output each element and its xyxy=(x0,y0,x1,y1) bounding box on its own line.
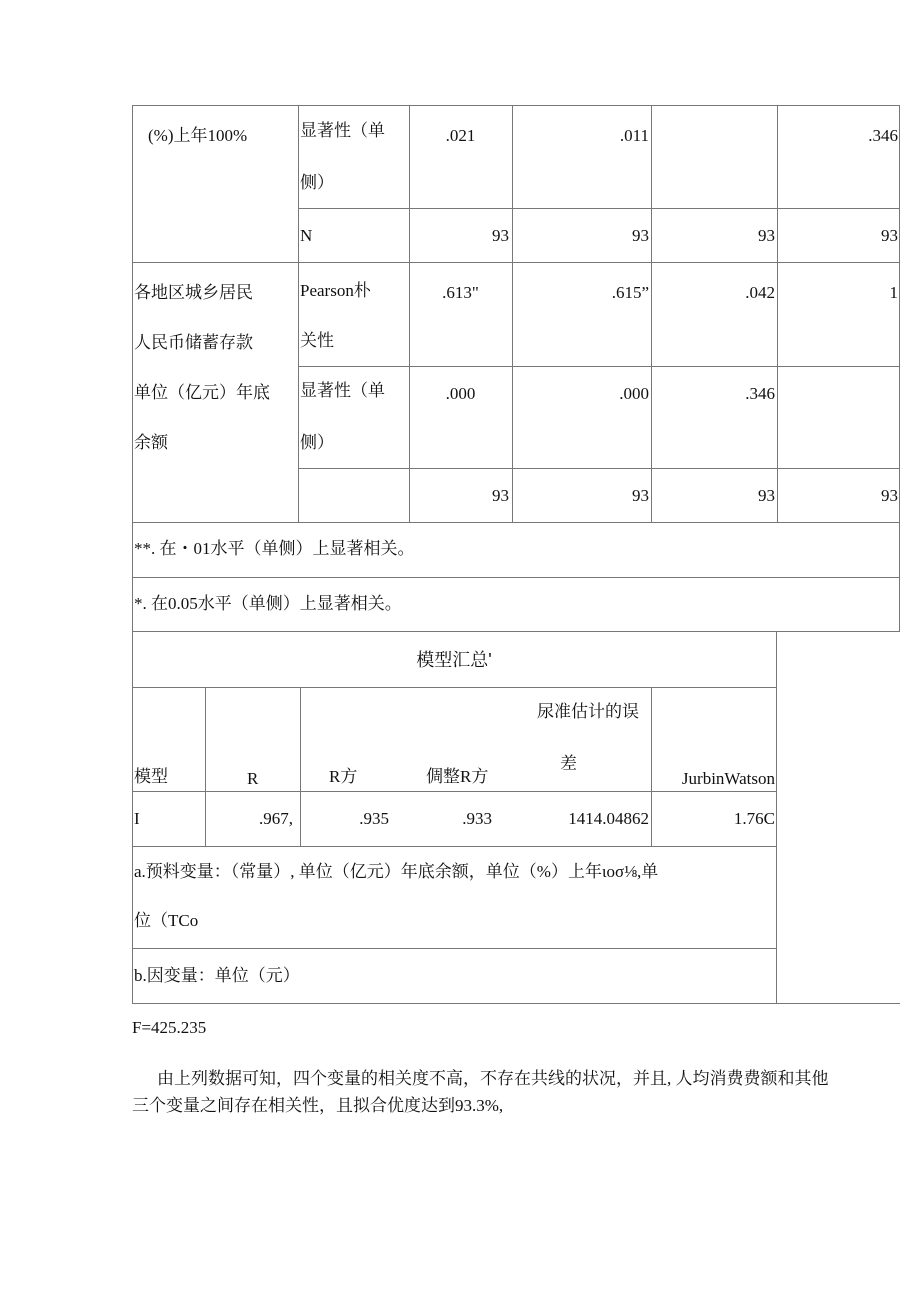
note-a: a.预料变量：（常量）, 单位（亿元）年底余额，单位（%）上年ιoσ⅛,单 xyxy=(134,862,659,881)
cell: .000 xyxy=(619,384,649,403)
cell: 93 xyxy=(492,226,509,245)
cell: 93 xyxy=(758,226,775,245)
note-b: b.因变量：单位（元） xyxy=(134,966,300,985)
pearson-label: Pearson朴 xyxy=(300,281,371,300)
row-label-savings: 余额 xyxy=(134,433,168,452)
grid-line xyxy=(512,105,513,523)
grid-line xyxy=(132,846,777,847)
cell: 93 xyxy=(632,486,649,505)
cell-r-square: .935 xyxy=(359,809,389,828)
header-std-error-2: 差 xyxy=(560,754,577,773)
model-summary-title: 模型汇总' xyxy=(416,650,492,670)
cell: .613" xyxy=(442,283,479,302)
cell-durbin-watson: 1.76C xyxy=(733,809,775,828)
header-model: 模型 xyxy=(134,767,168,786)
grid-line xyxy=(132,522,900,523)
grid-line xyxy=(132,687,777,688)
cell-r: .967, xyxy=(259,809,293,828)
sig-label: 显著性（单 xyxy=(300,381,385,400)
header-r: R xyxy=(247,769,259,788)
grid-line xyxy=(776,631,777,1004)
note-a-2: 位（TCo xyxy=(134,911,199,930)
grid-line xyxy=(899,105,900,632)
header-adj-r-square: 倜整R方 xyxy=(426,767,489,786)
grid-line xyxy=(132,577,900,578)
cell: 93 xyxy=(632,226,649,245)
grid-line xyxy=(777,105,778,523)
header-durbin-watson: JurbinWatson xyxy=(681,769,775,788)
paragraph-line: 由上列数据可知，四个变量的相关度不高，不存在共线的状况，并且, 人均消费费额和其他 xyxy=(157,1069,829,1088)
sig-label: 显著性（单 xyxy=(300,121,385,140)
cell: .042 xyxy=(745,283,775,302)
footnote-01: **. 在・01水平（单侧）上显著相关。 xyxy=(134,539,415,558)
n-label: N xyxy=(300,226,313,245)
cell-std-error: 1414.04862 xyxy=(568,809,649,828)
cell-adj-r-square: .933 xyxy=(462,809,492,828)
cell: .000 xyxy=(445,384,476,403)
cell: 93 xyxy=(881,226,898,245)
grid-line xyxy=(132,105,900,106)
cell: .021 xyxy=(445,126,476,145)
cell: 93 xyxy=(758,486,775,505)
row-label-percent: (%)上年100% xyxy=(148,126,248,145)
grid-line xyxy=(651,105,652,523)
grid-line xyxy=(132,631,900,632)
cell: .615” xyxy=(611,283,649,302)
sig-label-2: 侧） xyxy=(300,433,334,452)
grid-line xyxy=(298,208,900,209)
grid-line xyxy=(132,105,133,1004)
grid-line xyxy=(298,105,299,523)
sig-label-2: 侧） xyxy=(300,173,334,192)
paragraph-line: 三个变量之间存在相关性，且拟合优度达到93.3%, xyxy=(132,1096,504,1115)
cell: 1 xyxy=(889,283,898,302)
pearson-label-2: 关性 xyxy=(300,331,334,350)
footnote-05: *. 在0.05水平（单侧）上显著相关。 xyxy=(134,594,402,613)
cell: 93 xyxy=(881,486,898,505)
cell: .346 xyxy=(868,126,898,145)
cell-model: I xyxy=(134,809,140,828)
cell: 93 xyxy=(492,486,509,505)
cell: .346 xyxy=(745,384,775,403)
header-r-square: R方 xyxy=(329,767,358,786)
grid-line xyxy=(132,791,777,792)
grid-line xyxy=(298,468,900,469)
header-std-error: 尿准估计的误 xyxy=(537,702,639,721)
grid-line xyxy=(132,948,777,949)
cell: .011 xyxy=(619,126,649,145)
grid-line xyxy=(132,262,900,263)
grid-line xyxy=(132,1003,900,1004)
grid-line xyxy=(409,105,410,523)
row-label-savings: 各地区城乡居民 xyxy=(134,283,253,302)
row-label-savings: 人民币储蓄存款 xyxy=(134,333,253,352)
grid-line xyxy=(298,366,900,367)
row-label-savings: 单位（亿元）年底 xyxy=(134,383,270,402)
f-statistic: F=425.235 xyxy=(132,1018,207,1037)
